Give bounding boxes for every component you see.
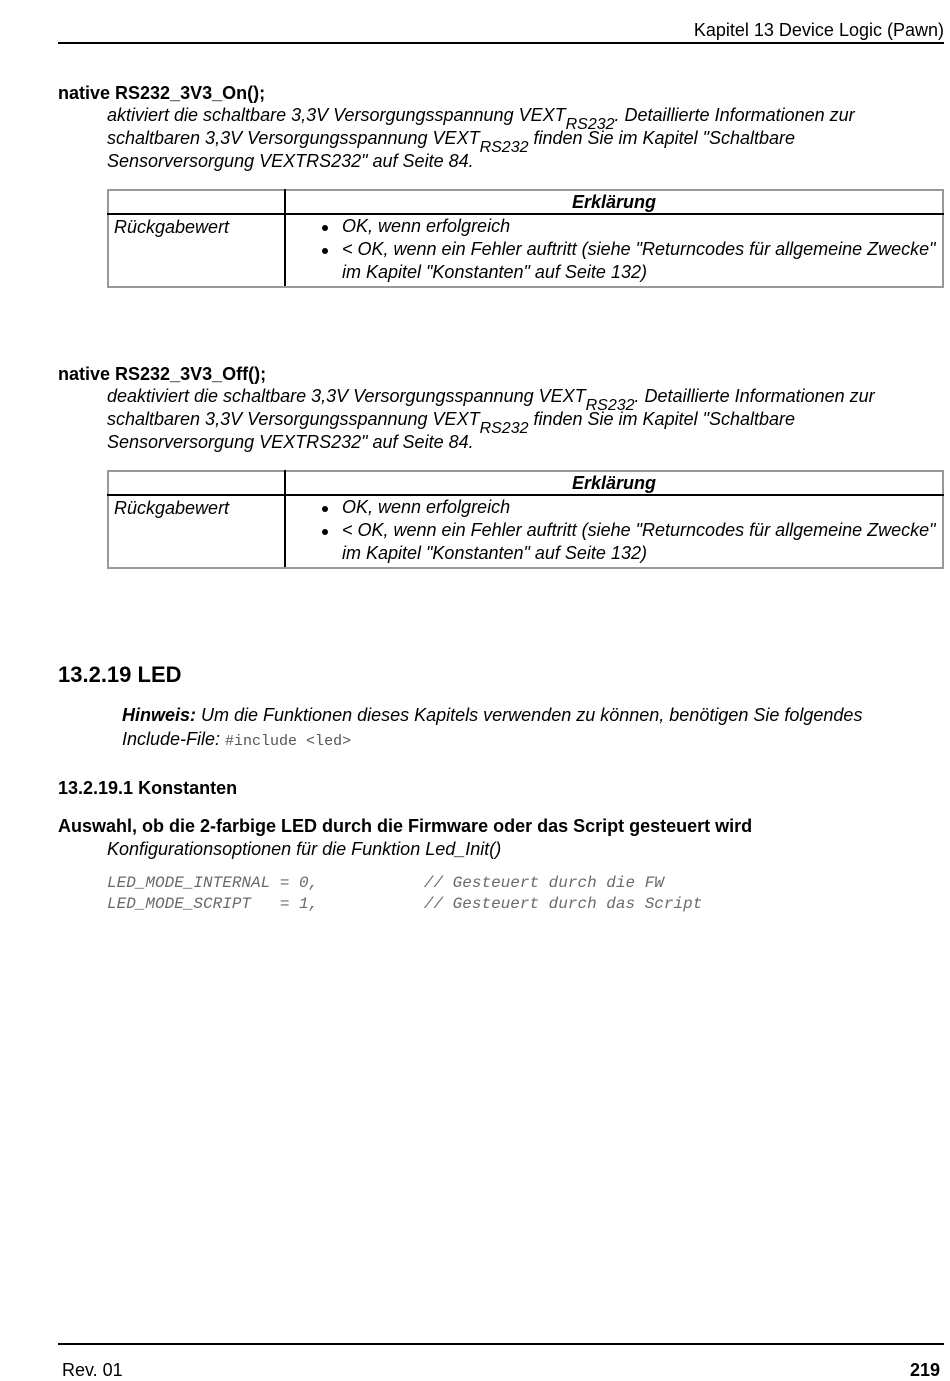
function-signature-on: native RS232_3V3_On(); <box>58 83 266 103</box>
header-rule <box>58 42 944 44</box>
list-item: < OK, wenn ein Fehler auftritt (siehe "Returncodes für allgemeine Zwecke" im Kapitel "Konstanten" auf Seite 132) <box>286 519 942 565</box>
running-head: Kapitel 13 Device Logic (Pawn) <box>693 20 944 40</box>
table-header-erklaerung: Erklärung <box>285 471 943 495</box>
code-line: LED_MODE_SCRIPT = 1, // Gesteuert durch das Script <box>107 895 703 913</box>
note-include-file: Hinweis: Um die Funktionen dieses Kapitels verwenden zu können, benötigen Sie folgendes Include-File: #include <led> <box>122 705 863 750</box>
code-block <box>107 873 702 915</box>
constants-description: Konfigurationsoptionen für die Funktion Led_Init() <box>107 839 502 859</box>
function-signature-off: native RS232_3V3_Off(); <box>58 364 267 384</box>
row-label-rueckgabewert: Rückgabewert <box>108 495 285 568</box>
include-code: #include <led> <box>225 733 352 750</box>
return-table-off <box>107 470 944 569</box>
function-description-off: deaktiviert die schaltbare 3,3V Versorgungsspannung $VEXT_{RS232}$. Detaillierte Informationen zur schaltbaren 3,3V Versorgungsspannung $VEXT_{RS232}$ finden Sie im Kapitel "Schaltbare Sensorversorgung VEXTRS232" auf Seite 84. <box>107 386 875 452</box>
return-values-cell <box>285 495 943 568</box>
footer-rule <box>58 1343 944 1345</box>
subsection-konstanten: 13.2.19.1 Konstanten <box>58 778 238 798</box>
footer-revision: Rev. 01 <box>62 1360 123 1380</box>
table-header-erklaerung: Erklärung <box>285 190 943 214</box>
table-header-blank <box>108 190 285 214</box>
table-header-blank <box>108 471 285 495</box>
row-label-rueckgabewert: Rückgabewert <box>108 214 285 287</box>
note-label: Hinweis: <box>122 705 197 725</box>
return-values-cell <box>285 214 943 287</box>
list-item: < OK, wenn ein Fehler auftritt (siehe "Returncodes für allgemeine Zwecke" im Kapitel "Konstanten" auf Seite 132) <box>286 238 942 284</box>
page-number: 219 <box>909 1360 940 1380</box>
return-table-on <box>107 189 944 288</box>
constants-heading: Auswahl, ob die 2-farbige LED durch die Firmware oder das Script gesteuert wird <box>58 816 753 836</box>
code-line: LED_MODE_INTERNAL = 0, // Gesteuert durch die FW <box>107 874 664 892</box>
list-item: OK, wenn erfolgreich <box>286 496 942 519</box>
list-item: OK, wenn erfolgreich <box>286 215 942 238</box>
section-title-led: 13.2.19 LED <box>58 662 182 687</box>
function-description-on: aktiviert die schaltbare 3,3V Versorgungsspannung $VEXT_{RS232}$. Detaillierte Informationen zur schaltbaren 3,3V Versorgungsspannung $VEXT_{RS232}$ finden Sie im Kapitel "Schaltbare Sensorversorgung VEXTRS232" auf Seite 84. <box>107 105 855 171</box>
